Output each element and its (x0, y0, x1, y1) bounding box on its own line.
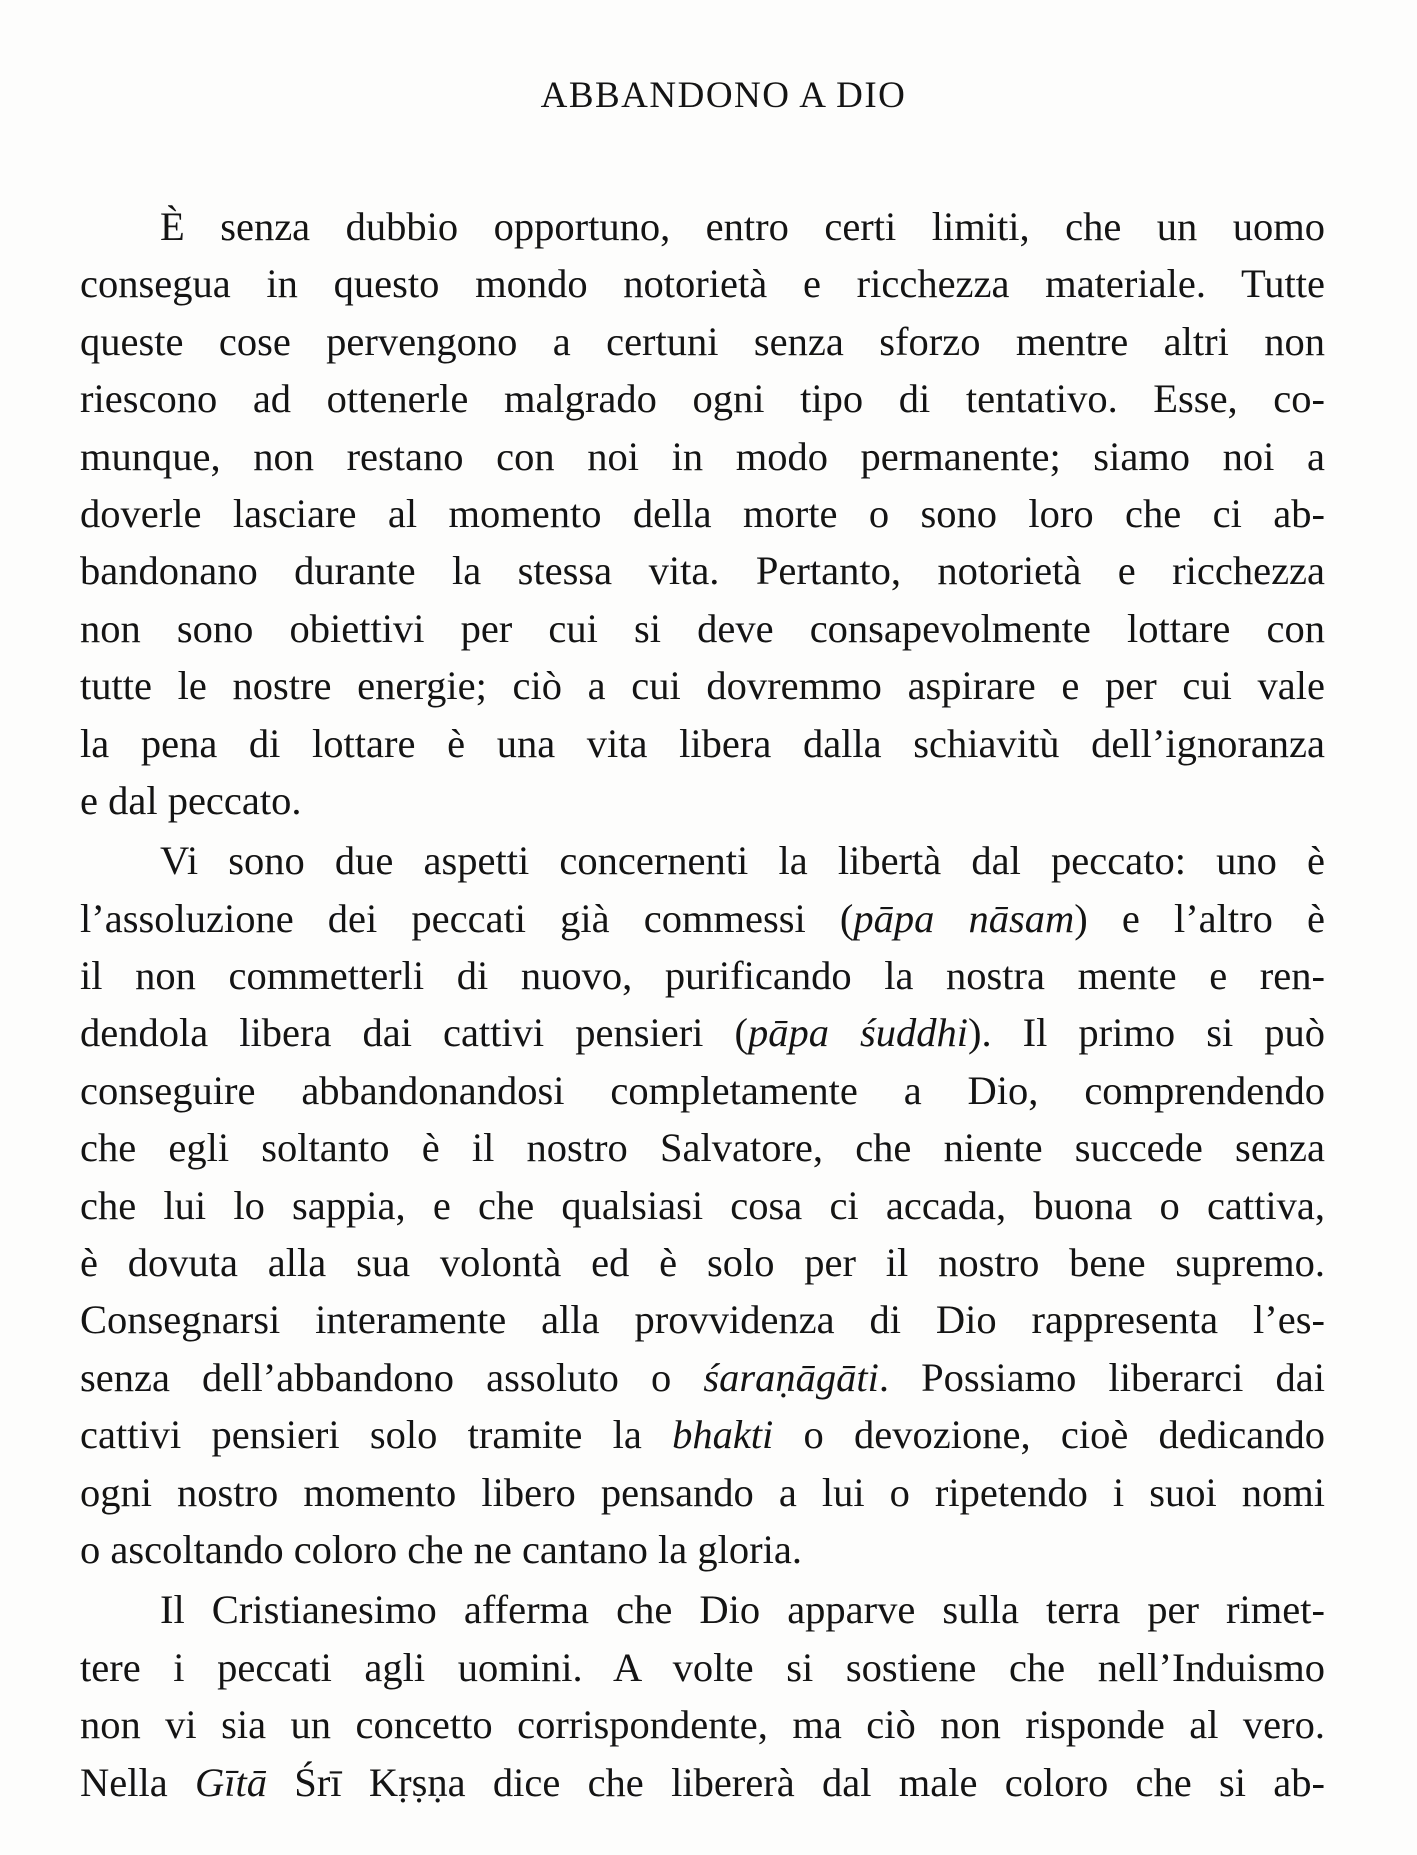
text-line: tere i peccati agli uomini. A volte si sostiene che nell’Induismo (80, 1644, 1325, 1690)
paragraph-3 (80, 1581, 1325, 1811)
text-line: è dovuta alla sua volontà ed è solo per il nostro bene supremo. (80, 1240, 1325, 1286)
text-line: conseguire abbandonandosi completamente a Dio, comprendendo (80, 1067, 1325, 1113)
text-line: non vi sia un concetto corrispondente, ma ciò non risponde al vero. (80, 1702, 1325, 1748)
text-line: senza dell’abbandono assoluto o śaraṇāgāti. Possiamo liberarci dai (80, 1354, 1325, 1400)
text-line: riescono ad ottenerle malgrado ogni tipo di tentativo. Esse, co- (80, 376, 1325, 422)
body-text (80, 198, 1325, 1811)
text-line: dendola libera dai cattivi pensieri (pāpa śuddhi). Il primo si può (80, 1010, 1326, 1056)
text-line: Vi sono due aspetti concernenti la libertà dal peccato: uno è (160, 838, 1325, 884)
text-line: non sono obiettivi per cui si deve consapevolmente lottare con (80, 605, 1325, 651)
text-line: consegua in questo mondo notorietà e ricchezza materiale. Tutte (80, 261, 1325, 307)
text-line: Nella Gītā Śrī Kṛṣṇa dice che libererà dal male coloro che si ab- (80, 1759, 1325, 1805)
paragraph-1 (80, 198, 1325, 829)
text-line: doverle lasciare al momento della morte o sono loro che ci ab- (80, 490, 1325, 536)
sanskrit-term: Gītā (195, 1759, 268, 1805)
paragraph-2 (80, 832, 1325, 1578)
text-line: queste cose pervengono a certuni senza sforzo mentre altri non (80, 318, 1325, 364)
sanskrit-term: bhakti (672, 1412, 774, 1458)
sanskrit-term: śaraṇāgāti (703, 1354, 879, 1400)
sanskrit-term: pāpa śuddhi (747, 1010, 969, 1056)
text-line: e dal peccato. (80, 777, 302, 823)
text-line: l’assoluzione dei peccati già commessi (pāpa nāsam) e l’altro è (80, 895, 1325, 941)
text-line: Il Cristianesimo afferma che Dio apparve sulla terra per rimet- (160, 1587, 1325, 1633)
text-line: cattivi pensieri solo tramite la bhakti o devozione, cioè dedicando (80, 1412, 1325, 1458)
text-line: che egli soltanto è il nostro Salvatore, che niente succede senza (80, 1125, 1325, 1171)
sanskrit-term: pāpa nāsam (853, 895, 1075, 941)
text-line: tutte le nostre energie; ciò a cui dovremmo aspirare e per cui vale (80, 663, 1325, 709)
text-line: bandonano durante la stessa vita. Pertanto, notorietà e ricchezza (80, 548, 1325, 594)
text-line: munque, non restano con noi in modo permanente; siamo noi a (80, 433, 1325, 479)
text-line: Consegnarsi interamente alla provvidenza di Dio rappresenta l’es- (80, 1297, 1325, 1343)
text-line: È senza dubbio opportuno, entro certi limiti, che un uomo (160, 204, 1325, 249)
text-line: o ascoltando coloro che ne cantano la gloria. (80, 1526, 802, 1572)
text-line: ogni nostro momento libero pensando a lui o ripetendo i suoi nomi (80, 1469, 1325, 1515)
text-line: la pena di lottare è una vita libera dalla schiavitù dell’ignoranza (80, 720, 1325, 766)
page-title: ABBANDONO A DIO (540, 75, 907, 116)
text-line: che lui lo sappia, e che qualsiasi cosa ci accada, buona o cattiva, (80, 1182, 1325, 1228)
text-line: il non commetterli di nuovo, purificando la nostra mente e ren- (80, 953, 1325, 999)
